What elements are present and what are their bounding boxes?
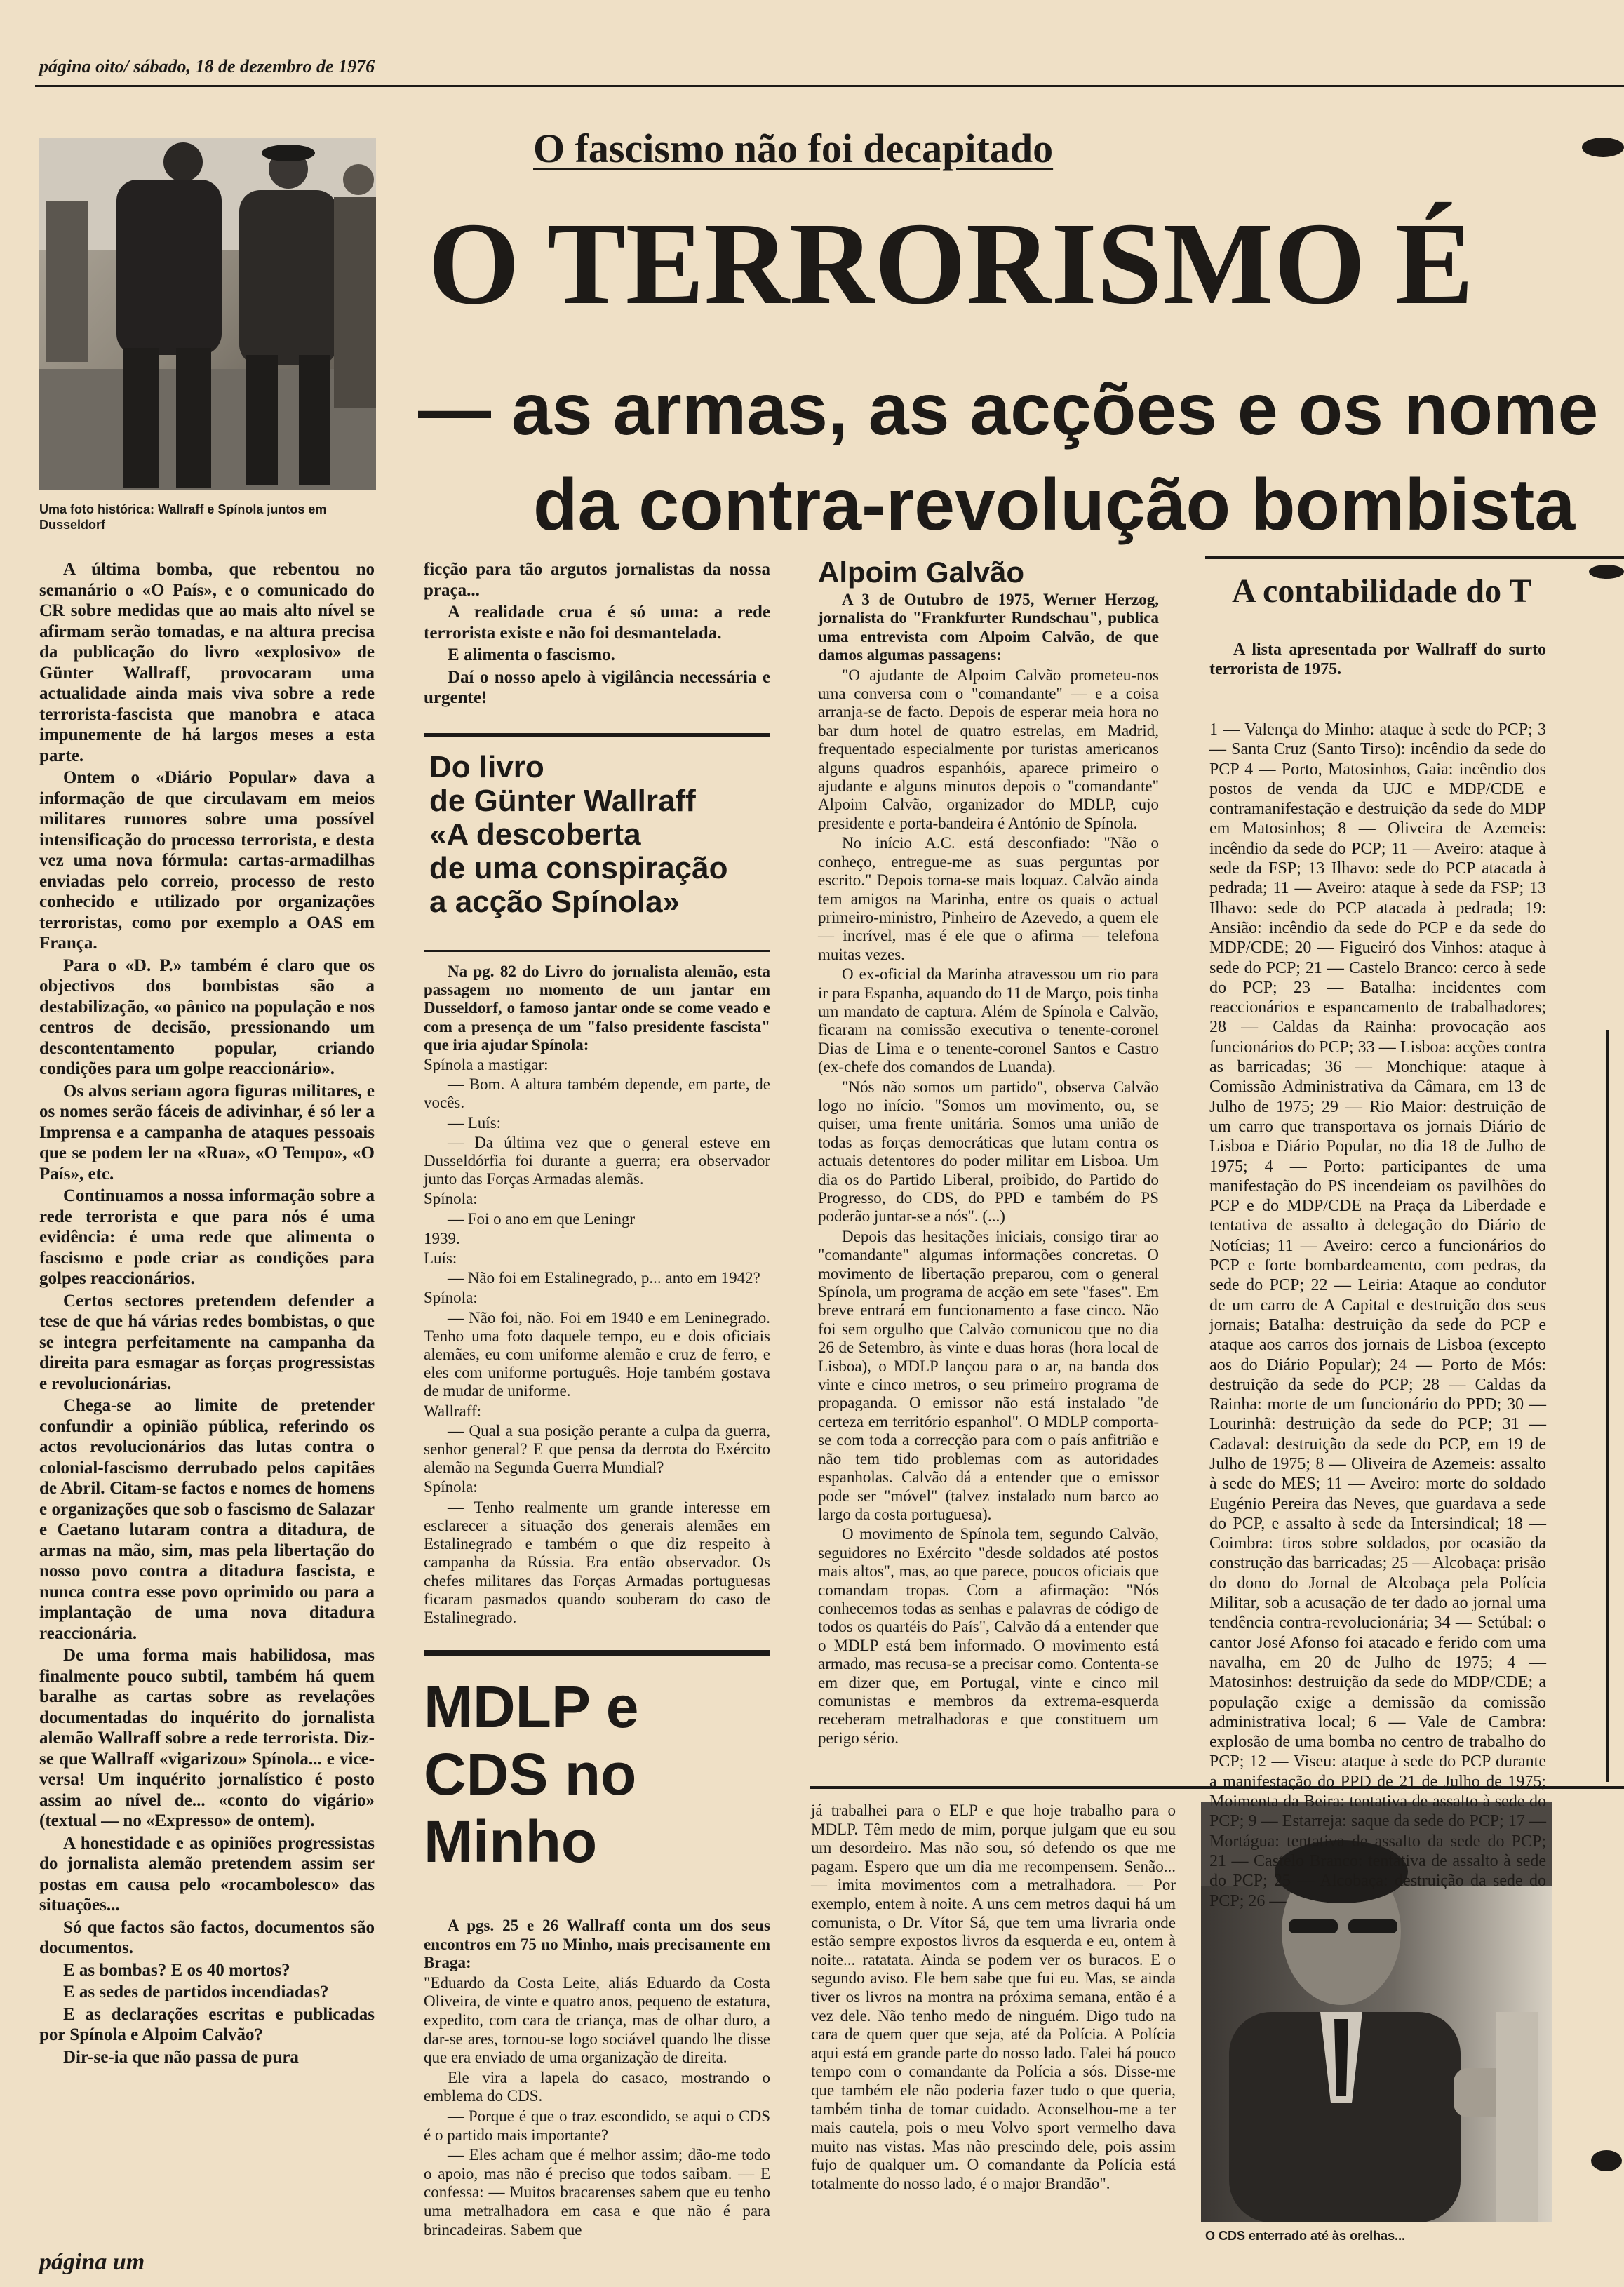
col2-rule-1	[424, 733, 770, 737]
subhead-mdlp-cds	[424, 1673, 770, 1875]
col2-paragraph: Spínola:	[424, 1190, 478, 1208]
col2-paragraph: Spínola a mastigar:	[424, 1056, 549, 1074]
col3-paragraph: "Nós não somos um partido", observa Calvão logo no início. "Somos um movimento, ou, se quiser, uma frente unitária. Somos uma união de todas as forças democráticas que lutam contra os actuais detentores do poder militar em Lisboa. Um dia os do Partido Liberal, proibido, do Partido do Progresso, do CDS, do PPD e também do PS poderão juntar-se a nós". (...)	[818, 1078, 1159, 1226]
ink-smudge-icon	[1571, 133, 1624, 161]
column-2-minho	[424, 1917, 770, 2241]
footer-folio: página um	[39, 2249, 145, 2275]
col2-paragraph: Na pg. 82 do Livro do jornalista alemão, esta passagem no momento de um jantar em Dusseldorf, o famoso jantar onde se come veado e com a presença de um "falso presidente fascista" que iria ajudar Spínola:	[424, 963, 770, 1054]
col2-paragraph: — Não foi em Estalinegrado, p... anto em 1942?	[448, 1269, 760, 1287]
col2-paragraph: — Da última vez que o general esteve em Dusseldórfia foi durante a guerra; era observador junto das Forças Armadas alemãs.	[424, 1133, 770, 1188]
column-2-intro	[424, 559, 770, 710]
col2-paragraph: — Bom. A altura também depende, em parte, de vocês.	[424, 1075, 770, 1112]
col2-paragraph: Ele vira a lapela do casaco, mostrando o emblema do CDS.	[424, 2068, 770, 2105]
col2-paragraph: A pgs. 25 e 26 Wallraff conta um dos seus encontros em 75 no Minho, mais precisamente em Braga:	[424, 1917, 770, 1972]
col1-paragraph: E as declarações escritas e publicadas por Spínola e Alpoim Calvão?	[39, 2004, 375, 2044]
subhead-alpoim: Alpoim Galvão	[818, 556, 1025, 589]
col1-paragraph: E as sedes de partidos incendiadas?	[63, 1983, 329, 2001]
col4-side-rule	[1606, 1030, 1609, 1782]
col2-paragraph: Wallraff:	[424, 1402, 482, 1420]
col2-paragraph: Spínola:	[424, 1289, 478, 1307]
subhead-line: de Günter Wallraff	[429, 784, 696, 818]
col1-paragraph: Chega-se ao limite de pretender confundir a opinião pública, referindo os actos revolucionários das lutas contra o colonial-fascismo derrubado pelos capitães de Abril. Citam-se factos e nomes de homens e organizações que sob o fascismo de Salazar e Caetano lutaram contra a ditadura, de armas na mão, sim, mas pela libertação do nosso povo contra a ditadura fascista, e nunca contra esse povo oprimido ou para a implantação de uma nova ditadura reaccionária.	[39, 1396, 375, 1643]
col3-paragraph: No início A.C. está desconfiado: "Não o conheço, entregue-me as suas perguntas por escrito." Depois torna-se mais loquaz. Calvão ainda tem amigos na Marinha, entre os quais o actual primeiro-ministro, Pinheiro de Azevedo, a quem ele — incrível, mas é ele que o afirma — telefona muitas vezes.	[818, 834, 1159, 963]
col4-top-rule	[1205, 556, 1624, 559]
col1-paragraph: Só que factos são factos, documentos são documentos.	[39, 1917, 375, 1957]
col1-paragraph: De uma forma mais habilidosa, mas finalmente pouco subtil, também há quem baralhe as cartas sobre as revelações documentadas do inquérito do jornalista alemão Wallraff sobre a rede terrorista. Diz-se que Wallraff «vigarizou» Spínola... e vice-versa! Um inquérito jornalístico é posto assim ao nível de... «conto do vigário» (textual — no «Expresso» de ontem).	[39, 1646, 375, 1830]
col3-paragraph: A 3 de Outubro de 1975, Werner Herzog, jornalista do "Frankfurter Rundschau", publica uma entrevista com Alpoim Calvão, de que damos algumas passagens:	[818, 591, 1159, 664]
headline-deck-1: — as armas, as acções e os nome	[418, 369, 1599, 450]
subhead-line: Minho	[424, 1809, 598, 1874]
col2-paragraph: Daí o nosso apelo à vigilância necessária e urgente!	[424, 667, 770, 707]
col2-paragraph: "Eduardo da Costa Leite, aliás Eduardo da Costa Oliveira, de vinte e quatro anos, pequeno de estatura, expedito, com cara de criança, mas de olhar duro, a dar-se ares, tornou-se logo sociável quando lhe disse que era enviado de uma organização de direita.	[424, 1973, 770, 2067]
headline-main: O TERRORISMO É	[428, 199, 1474, 329]
historic-photo	[39, 138, 376, 490]
col1-paragraph: A última bomba, que rebentou no semanário o «O País», e o comunicado do CR sobre medidas que ao mais alto nível se afirmam serão tomadas, e na altura precisa da publicação do livro «explosivo» de Günter Wallraff, provocaram uma actualidade ainda mais viva sobre a rede terrorista-fascista que manobra e ataca impunemente de há largos meses a esta parte.	[39, 560, 375, 765]
col2-rule-3	[424, 1650, 770, 1656]
col4-list	[1209, 720, 1546, 1912]
col2-rule-2	[424, 950, 770, 952]
subhead-line: MDLP e	[424, 1674, 639, 1740]
ink-smudge-icon	[1582, 2147, 1624, 2175]
col4-paragraph: A lista apresentada por Wallraff do surto terrorista de 1975.	[1209, 641, 1546, 678]
col1-paragraph: Dir-se-ia que não passa de pura	[63, 2047, 299, 2067]
col2-paragraph: Spínola:	[424, 1478, 478, 1496]
col1-paragraph: Certos sectores pretendem defender a tese de que há várias redes bombistas, o que se integra perfeitamente na campanha da direita para esmagar as forças progressistas e revolucionárias.	[39, 1291, 375, 1393]
col1-paragraph: E as bombas? E os 40 mortos?	[63, 1960, 290, 1980]
col2-paragraph: — Porque é que o traz escondido, se aqui o CDS é o partido mais importante?	[424, 2107, 770, 2144]
subhead-line: CDS no	[424, 1741, 637, 1807]
column-1	[39, 559, 375, 2069]
page-folio: página oito/ sábado, 18 de dezembro de 1976	[39, 56, 375, 76]
column-2-wallraff	[424, 963, 770, 1628]
col1-paragraph: Para o «D. P.» também é claro que os objectivos dos bombistas são a destabilização, «o pânico na população e nos centros de decisão, pressionando um descontentamento popular, criando condições para um golpe reaccionário».	[39, 955, 375, 1078]
column-3-lower	[811, 1802, 1176, 2194]
subhead-line: Do livro	[429, 750, 544, 784]
header-rule	[35, 85, 1624, 87]
col2-paragraph: — Luís:	[448, 1113, 502, 1132]
col1-paragraph: Os alvos seriam agora figuras militares, e os nomes serão fáceis de adivinhar, é só ler a Imprensa e a campanha de ataques pessoais que se podem ler na «Rua», «O Tempo», «O País», etc.	[39, 1081, 375, 1183]
col3-paragraph: Depois das hesitações iniciais, consigo tirar ao "comandante" algumas informações concretas. O movimento de libertação preparou, com o general Spínola, um programa de acção em sete "fases". Em breve entrará em funcionamento a fase cinco. Não foi sem orgulho que Calvão comunicou que no dia 26 de Setembro, às vinte e duas horas (hora local de Lisboa), o MDLP lançou para o ar, na banda dos vinte e cinco metros, o seu primeiro programa de propaganda. O emissor não está instalado "de certeza em território espanhol". O MDLP comporta-se com toda a correcção para com o país anfitrião e não tem tido problemas com as autoridades espanholas. Calvão dá a entender que o emissor pode ser "móvel" (talvez instalado num barco ao largo da costa portuguesa).	[818, 1227, 1159, 1523]
col2-paragraph: — Tenho realmente um grande interesse em esclarecer a situação dos generais alemães em Estalinegrado e também o que diz respeito à campanha da Rússia. Era então observador. Os chefes militares das Forças Armadas portuguesas ficaram pasmados quando souberam do caso de Estalinegrado.	[424, 1498, 770, 1626]
col1-paragraph: Ontem o «Diário Popular» dava a informação de que circulavam em meios militares rumores sobre uma possível intensificação do processo terrorista, e desta vez uma nova fórmula: cartas-armadilhas enviadas pelo correio, processo de resto conhecido e utilizado por organizações terroristas, como por exemplo a OAS em França.	[39, 768, 375, 953]
col2-paragraph: — Não foi, não. Foi em 1940 e em Leninegrado. Tenho uma foto daquele tempo, eu e dois oficiais alemães, eu com uniforme alemão e cruz de ferro, e eles com uniforme português. Hoje também gostava de mudar de uniforme.	[424, 1308, 770, 1400]
col2-paragraph: — Qual a sua posição perante a culpa da guerra, senhor general? E que pensa da derrota do Exército alemão na Segunda Guerra Mundial?	[424, 1421, 770, 1477]
col2-paragraph: E alimenta o fascismo.	[448, 645, 615, 664]
subhead-line: a acção Spínola»	[429, 885, 680, 919]
photo-caption: Uma foto histórica: Wallraff e Spínola juntos em Dusseldorf	[39, 502, 327, 532]
col1-paragraph: A honestidade e as opiniões progressistas do jornalista alemão pretendem assim ser postas em causa pelo «rocambolesco» das situações...	[39, 1833, 375, 1914]
col2-paragraph: Luís:	[424, 1249, 457, 1268]
col1-paragraph: Continuamos a nossa informação sobre a rede terrorista e que para nós é uma evidência: é uma rede que alimenta o fascismo e pode criar as condições para golpes reaccionários.	[39, 1186, 375, 1288]
col3-paragraph: já trabalhei para o ELP e que hoje trabalho para o MDLP. Têm medo de mim, porque julgam que eu sou um desordeiro. Mas não sou, só defendo os que me pagam. Espero que um dia me recompensem. Senão... — imita movimentos com a metralhadora. — Por exemplo, entem à noite. A uns cem metros daqui há um comunista, o Dr. Vítor Sá, que tem uma livraria onde estão sempre expostos livros da esquerda e eu, ontem à noite... ratatata. Ainda se podem ver os buracos. E o segundo aviso. Ele bem sabe que fui eu. Mas, se ainda tiver os livros na montra na próxima semana, então é a vez dele. Não tenho medo de ninguém. Digo tudo na cara de quem quer que seja, até da Polícia. A Polícia aqui está em grande parte do nosso lado. Falei há pouco tempo com o comandante da Polícia a sós. Disse-me que também ele não poderia fazer tudo o que queria, também tinha de tomar cuidado. Aconselhou-me a ter mais cautela, pois o meu Volvo sport vermelho dava muito nas vistas. Mas não prescindo dele, pois assim fujo de qualquer um. O comandante da Polícia está totalmente do nosso lado, é o major Brandão".	[811, 1802, 1176, 2192]
subhead-line: «A descoberta	[429, 817, 641, 852]
col4-intro	[1209, 640, 1546, 680]
col3-paragraph: O movimento de Spínola tem, segundo Calvão, seguidores no Exército "desde soldados até postos mais altos", mas, ao que parece, poucos oficiais que comandam tropas. Com a afirmação: "Nós conhecemos todas as senhas e palavras de código de todos os quartéis do País", Calvão dá a entender que o MDLP está bem informado. O movimento está armado, mas recusa-se a precisar como. Contenta-se em dizer que, em Portugal, vinte e cinco mil comunistas e membros da extrema-esquerda receberam metralhadoras e que constituem um perigo sério.	[818, 1525, 1159, 1747]
headline-kicker: O fascismo não foi decapitado	[533, 126, 1054, 171]
col2-paragraph: 1939.	[424, 1229, 460, 1247]
col2-paragraph: — Eles acham que é melhor assim; dão-me todo o apoio, mas não é preciso que todos saibam. — E confessa: — Muitos bracarenses sabem que eu tenho uma metralhadora em casa e que não é para brincadeiras. Sabem que	[424, 2146, 770, 2239]
subhead-wallraff	[429, 751, 773, 919]
col2-paragraph: ficção para tão argutos jornalistas da nossa praça...	[424, 560, 770, 600]
col3-paragraph: "O ajudante de Alpoim Calvão prometeu-nos uma conversa com o "comandante" — e a coisa arranja-se de facto. Depois de esperar meia hora no bar dum hotel de quatro estrelas, em Madrid, frequentado especialmente por turistas americanos alguns quadros espanhóis, aparece primeiro o ajudante e alguns minutos depois o "comandante" Alpoim Calvão, organizador do MDLP, cujo presidente e porta-bandeira é António de Spínola.	[818, 666, 1159, 832]
photo-wallraff-spinola-icon	[39, 138, 376, 490]
col2-paragraph: — Foi o ano em que Leningr	[448, 1209, 636, 1228]
subhead-line: de uma conspiração	[429, 851, 728, 885]
photo-caption: O CDS enterrado até às orelhas...	[1205, 2229, 1406, 2243]
col2-paragraph: A realidade crua é só uma: a rede terrorista existe e não foi desmantelada.	[424, 603, 770, 643]
ink-smudge-icon	[1578, 561, 1624, 582]
subhead-contabilidade: A contabilidade do T	[1232, 572, 1532, 610]
col3-paragraph: O ex-oficial da Marinha atravessou um rio para ir para Espanha, aquando do 11 de Março, pois tinha um mandato de captura. Além de Spínola e Calvão, ficaram na comissão executiva o tenente-coronel Dias de Lima e o tenente-coronel Santos e Castro (ex-chefe dos comandos de Luanda).	[818, 965, 1159, 1076]
headline-deck-2: da contra-revolução bombista	[533, 464, 1576, 546]
col4-paragraph: 1 — Valença do Minho: ataque à sede do PCP; 3 — Santa Cruz (Santo Tirso): incêndio da sede do PCP 4 — Porto, Matosinhos, Gaia: incêndio dos postos de venda da UJC e MDP/CDE e contramanifestação e destruição da sede do MDP em Matosinhos; 8 — Oliveira de Azemeis: incêndio da sede do PCP; 11 — Aveiro: ataque à sede da FSP; 13 Ilhavo: sede do PCP atacada à pedrada; 11 — Aveiro: ataque à sede da FSP; 13 Ilhavo: sede do PCP atacada à pedrada; 19: Ansião: incêndio da sede do PCP e da sede do MDP/CDE; 20 — Figueiró dos Vinhos: ataque à sede do PCP; 21 — Castelo Branco: cerco à sede do PCP; 23 — Batalha: incidentes com reaccionários e espancamento de trabalhadores; 28 — Caldas da Rainha: provocação aos funcionários do PCP; 33 — Lisboa: acções contra as barricadas; 36 — Monchique: ataque à Comissão Administrativa da Câmara, em 13 de Julho de 1975; 29 — Rio Maior: destruição de um carro que transportava os jornais Diário de Lisboa e Diário Popular, no dia 18 de Julho de 1975; 4 — Porto: participantes de uma manifestação do PS incendeiam os pavilhões do PCP e do MDP/CDE na Praça da Liberdade e tentativa de assalto à delegação do Diário de Notícias; 11 — Aveiro: cerco a funcionários do PCP e forte bombardeamento, com pedras, da sede do PCP; 22 — Leiria: Ataque ao condutor de um carro de A Capital e destruição dos seus jornais; Batalha: destruição da sede do PCP e ataque aos carros dos jornais de Lisboa (excepto aos do Diário Popular); 24 — Porto de Mós: destruição da sede do PCP; 28 — Caldas da Rainha: morte de um funcionário do PPD; 30 — Lourinhã: destruição da sede do PCP; 31 — Cadaval: destruição da sede do PCP, em 19 de Julho de 1975; 8 — Oliveira de Azemeis: assalto à sede do MES; 11 — Aveiro: morte do soldado Eugénio Pereira das Neves, que guardava a sede do PCP, e assalto à sede da Intersindical; 18 — Coimbra: tiros sobre soldados, por ocasião da construção das barricadas; 25 — Alcobaça: prisão do dono do Jornal de Alcobaça pela Polícia Militar, sob a acusação de ter dado ao jornal uma tendência contra-revolucionária; 34 — Setúbal: o cantor José Afonso foi atacado e ferido com uma navalha, em 20 de Julho de 1975; 4 — Matosinhos: destruição da sede do MDP/CDE; a população exige a demissão da comissão administrativa local; 6 — Vale de Cambra: explosão de uma bomba no centro de trabalho do PCP; 12 — Viseu: ataque à sede do PCP durante a manifestação do PPD de 21 de Julho de 1975; Moimenta da Beira: tentativa de assalto à sede do PCP; 9 — Estarreja: saque da sede do PCP; 17 — Mortágua: tentativa de assalto da sede do PCP; 21 — Castelo Branco: tentativa de assalto à sede do PCP; 25 — Alcobaça: destruição da sede do PCP; 26 —	[1209, 720, 1546, 1910]
column-3	[818, 591, 1159, 1749]
